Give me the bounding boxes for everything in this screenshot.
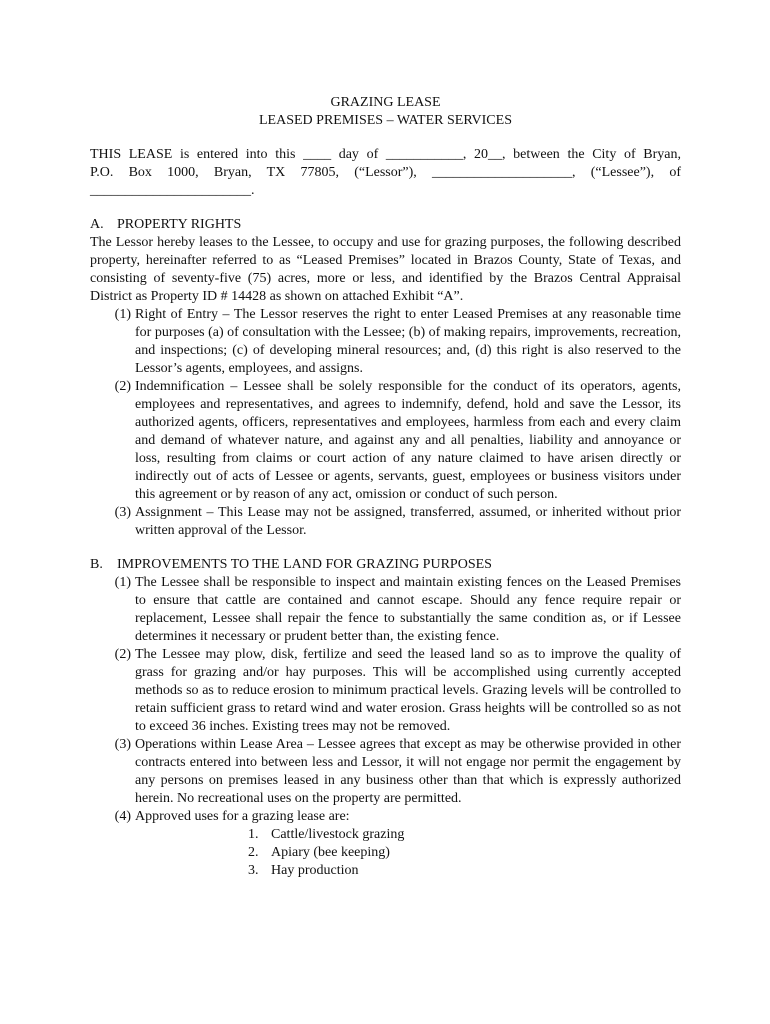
approved-use-item bbox=[248, 826, 681, 844]
item-number: (4) bbox=[114, 809, 131, 824]
item-number: (3) bbox=[114, 505, 131, 520]
section-letter: B. bbox=[90, 557, 103, 572]
use-number: 1. bbox=[248, 827, 259, 842]
item-number: (2) bbox=[114, 647, 131, 662]
list-item bbox=[90, 736, 681, 808]
section-improvements bbox=[90, 556, 681, 880]
section-title: IMPROVEMENTS TO THE LAND FOR GRAZING PURPOSES bbox=[117, 557, 492, 572]
item-number: (2) bbox=[114, 379, 131, 394]
section-title: PROPERTY RIGHTS bbox=[117, 217, 242, 232]
subtitle-line: LEASED PREMISES – WATER SERVICES bbox=[259, 113, 512, 128]
section-property-rights bbox=[90, 216, 681, 540]
intro-line: THIS LEASE is entered into this ____ day of ___________, 20__, between the City of Bryan, bbox=[90, 147, 681, 162]
section-letter: A. bbox=[90, 217, 104, 232]
use-number: 3. bbox=[248, 863, 259, 878]
section-heading bbox=[90, 556, 681, 574]
section-heading bbox=[90, 216, 681, 234]
item-text: The Lessee may plow, disk, fertilize and seed the leased land so as to improve the quality of grass for grazing and/or hay purposes. This will be accomplished using currently accepted methods so as to reduce erosion to minimum practical levels. Grazing levels will be controlled to retain sufficient grass to retard wind and water erosion. Grass heights will be controlled so as not to exceed 36 inches. Existing trees may not be removed. bbox=[135, 647, 681, 734]
item-number: (1) bbox=[114, 575, 131, 590]
intro-line: _______________________. bbox=[90, 183, 255, 198]
intro-paragraph bbox=[90, 146, 681, 200]
item-text: The Lessee shall be responsible to inspect and maintain existing fences on the Leased Premises to ensure that cattle are contained and cannot escape. Should any fence require repair or replacement, Lessee shall repair the fence to substantially the same condition as, or if Lessee determines it necessary or prudent better than, the existing fence. bbox=[135, 575, 681, 644]
list-item bbox=[90, 574, 681, 646]
item-text: Assignment – This Lease may not be assigned, transferred, assumed, or inherited without prior written approval of the Lessor. bbox=[135, 505, 681, 538]
item-text: Operations within Lease Area – Lessee agrees that except as may be otherwise provided in other contracts entered into between less and Lessor, it will not engage nor permit the engagement by any persons on premises leased in any business other than that which is expressly authorized herein. No recreational uses on the property are permitted. bbox=[135, 737, 681, 806]
approved-use-item bbox=[248, 862, 681, 880]
item-number: (1) bbox=[114, 307, 131, 322]
list-item bbox=[90, 646, 681, 736]
section-body: The Lessor hereby leases to the Lessee, to occupy and use for grazing purposes, the following described property, hereinafter referred to as “Leased Premises” located in Brazos County, State of Texas, and consisting of seventy-five (75) acres, more or less, and identified by the Brazos Central Appraisal District as Property ID # 14428 as shown on attached Exhibit “A”. bbox=[90, 235, 681, 304]
use-text: Cattle/livestock grazing bbox=[271, 827, 405, 842]
use-text: Apiary (bee keeping) bbox=[271, 845, 390, 860]
item-text: Approved uses for a grazing lease are: bbox=[135, 809, 350, 824]
list-item bbox=[90, 378, 681, 504]
use-number: 2. bbox=[248, 845, 259, 860]
use-text: Hay production bbox=[271, 863, 359, 878]
section-items bbox=[90, 306, 681, 540]
item-text: Right of Entry – The Lessor reserves the right to enter Leased Premises at any reasonable time for purposes (a) of consultation with the Lessee; (b) of making repairs, improvements, recreation, and inspections; (c) of developing mineral resources; and, (d) this right is also reserved to the Lessor’s agents, employees, and assigns. bbox=[135, 307, 681, 376]
list-item bbox=[90, 808, 681, 826]
intro-line: P.O. Box 1000, Bryan, TX 77805, (“Lessor”), ____________________, (“Lessee”), of bbox=[90, 165, 681, 180]
lease-document bbox=[90, 94, 681, 880]
item-text: Indemnification – Lessee shall be solely responsible for the conduct of its operators, agents, employees and representatives, and agrees to indemnify, defend, hold and save the Lessor, its authorized agents, officers, representatives and employees, harmless from each and every claim and demand of whatever nature, and against any and all penalties, liability and annoyance or loss, resulting from claims or court action of any nature claimed to have arisen directly or indirectly out of acts of Lessee or agents, servants, guest, employees or business visitors under this agreement or by reason of any act, omission or conduct of such person. bbox=[135, 379, 681, 502]
list-item bbox=[90, 306, 681, 378]
item-number: (3) bbox=[114, 737, 131, 752]
section-items bbox=[90, 574, 681, 826]
approved-uses-list bbox=[90, 826, 681, 880]
document-title bbox=[90, 94, 681, 130]
title-line: GRAZING LEASE bbox=[330, 95, 441, 110]
list-item bbox=[90, 504, 681, 540]
approved-use-item bbox=[248, 844, 681, 862]
